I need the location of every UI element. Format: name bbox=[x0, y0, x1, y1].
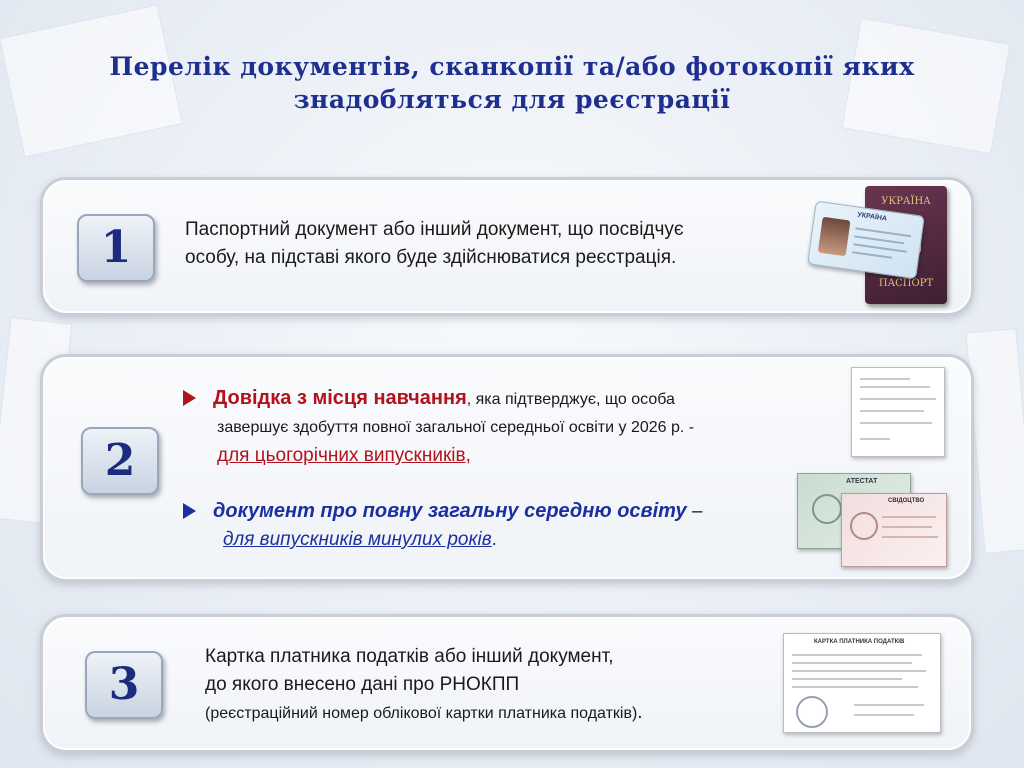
item-1-text-line2: особу, на підставі якого буде здійснюватися реєстрація. bbox=[185, 247, 677, 268]
doc-line bbox=[860, 386, 930, 388]
doc-line bbox=[882, 516, 936, 518]
item-number-badge: 2 bbox=[81, 427, 159, 495]
doc-line bbox=[882, 536, 938, 538]
item-3-text-line1: Картка платника податків або інший документ, bbox=[205, 646, 614, 667]
bullet-arrow-icon bbox=[183, 503, 196, 519]
item-2-bullet2-dash: – bbox=[686, 501, 703, 522]
id-card-country-label: УКРАЇНА bbox=[856, 211, 888, 223]
doc-line bbox=[792, 654, 922, 656]
doc-line bbox=[860, 398, 936, 400]
doc-line bbox=[792, 670, 926, 672]
background-sheet bbox=[965, 328, 1024, 554]
doc-line bbox=[792, 678, 902, 680]
doc-line bbox=[860, 438, 890, 440]
item-2-bullet2-period: . bbox=[491, 529, 497, 550]
item-1-text bbox=[185, 216, 805, 272]
item-3-text-line3-main: (реєстраційний номер облікової картки платника податків) bbox=[205, 705, 638, 722]
svidotstvo-label: СВІДОЦТВО bbox=[888, 498, 925, 504]
item-2-bullet1-strong: Довідка з місця навчання bbox=[213, 387, 467, 409]
item-number-badge: 3 bbox=[85, 651, 163, 719]
item-2-bullet1-line1 bbox=[213, 384, 823, 414]
item-2-bullet2-strong: документ про повну загальну середню освіту bbox=[213, 500, 687, 522]
doc-line bbox=[854, 704, 924, 706]
bullet-arrow-icon bbox=[183, 390, 196, 406]
id-line bbox=[853, 243, 907, 252]
tax-card-title: КАРТКА ПЛАТНИКА ПОДАТКІВ bbox=[814, 639, 905, 645]
page-title bbox=[40, 50, 984, 116]
doc-line bbox=[860, 410, 924, 412]
emblem-icon bbox=[812, 494, 842, 524]
item-1-text-line1: Паспортний документ або інший документ, що посвідчує bbox=[185, 219, 684, 240]
panel-item-1 bbox=[40, 177, 974, 316]
doc-line bbox=[860, 378, 910, 380]
item-2-bullet2-line1 bbox=[213, 497, 813, 526]
id-photo bbox=[818, 217, 851, 257]
doc-line bbox=[882, 526, 932, 528]
svidotstvo-document bbox=[841, 493, 947, 567]
tax-card-illustration bbox=[783, 633, 941, 733]
item-2-bullet1-line2: завершує здобуття повної загальної середньої освіти у 2026 р. - bbox=[217, 419, 695, 436]
doc-line bbox=[792, 662, 912, 664]
item-2-bullet1 bbox=[213, 384, 823, 470]
stamp-icon bbox=[796, 696, 828, 728]
passport-word-label: ПАСПОРТ bbox=[878, 278, 934, 289]
page-title-line1: Перелік документів, сканкопії та/або фотокопії яких bbox=[109, 52, 915, 81]
doc-line bbox=[860, 422, 932, 424]
item-3-text-line2: до якого внесено дані про РНОКПП bbox=[205, 674, 520, 695]
item-3-text bbox=[205, 643, 765, 728]
atestat-label: АТЕСТАТ bbox=[846, 478, 878, 485]
item-2-bullet1-line3: для цьогорічних випускників, bbox=[217, 445, 471, 466]
doc-line bbox=[792, 686, 918, 688]
item-2-bullet2-line2 bbox=[213, 526, 813, 554]
panel-item-3 bbox=[40, 614, 974, 753]
item-number-badge: 1 bbox=[77, 214, 155, 282]
passport-country-label: УКРАЇНА bbox=[881, 196, 931, 207]
passport-illustration bbox=[811, 186, 961, 308]
panel-item-2 bbox=[40, 354, 974, 582]
item-2-bullet2-link: для випускників минулих років bbox=[223, 529, 492, 550]
certificate-document-illustration bbox=[851, 367, 945, 457]
item-3-text-line3-end: . bbox=[637, 702, 643, 723]
emblem-icon bbox=[850, 512, 878, 540]
page-title-line2: знадобляться для реєстрації bbox=[293, 85, 731, 114]
doc-line bbox=[854, 714, 914, 716]
atestat-illustration bbox=[797, 473, 957, 569]
item-3-text-line3 bbox=[205, 699, 765, 728]
item-2-bullet1-rest: , яка підтверджує, що особа bbox=[466, 391, 675, 408]
id-line bbox=[854, 235, 904, 244]
id-line bbox=[852, 251, 892, 259]
item-2-bullet2 bbox=[213, 497, 813, 554]
